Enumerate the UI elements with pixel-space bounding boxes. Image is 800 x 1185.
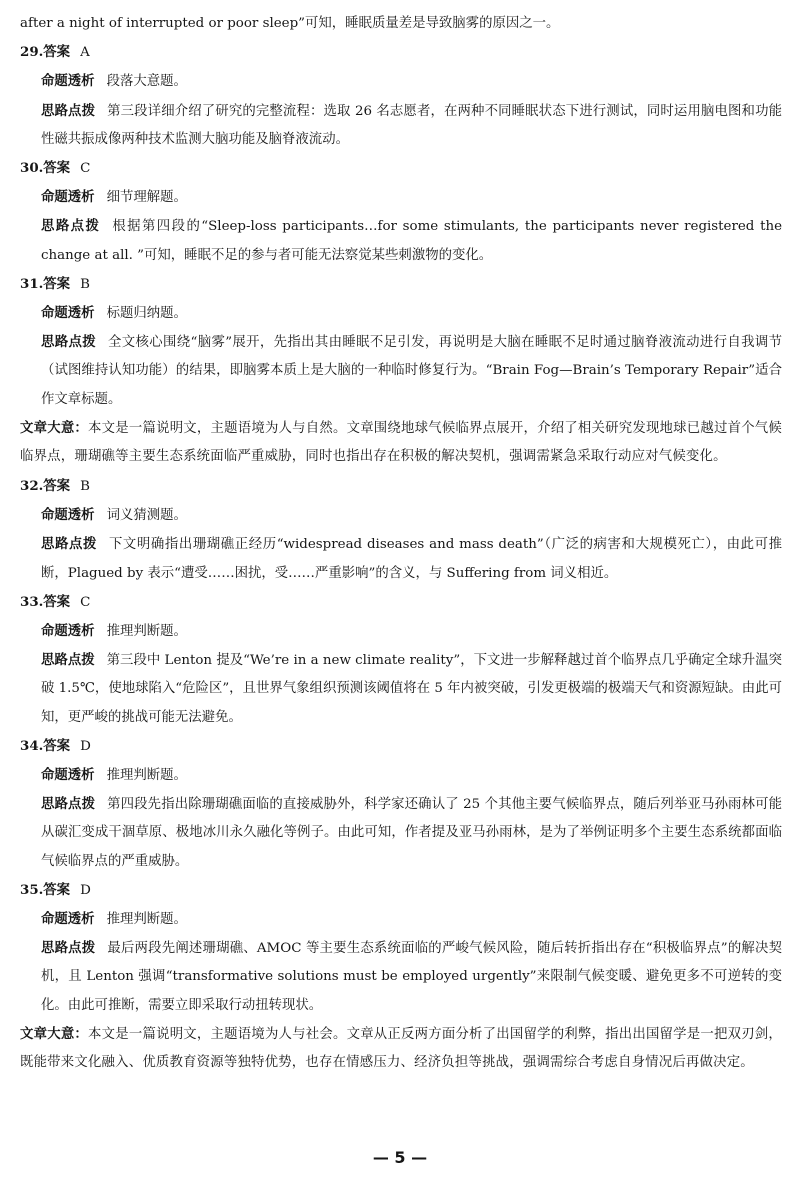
- answer-item-35: [20, 876, 782, 1020]
- item-number: 31.: [20, 275, 44, 292]
- answer-label: 答案: [43, 737, 71, 754]
- question-type: 细节理解题。: [106, 190, 187, 206]
- answer-label: 答案: [43, 881, 71, 898]
- question-type: 词义猜测题。: [106, 508, 187, 524]
- question-type: 推理判断题。: [106, 624, 187, 640]
- item-number: 30.: [20, 160, 44, 177]
- question-type: 标题归纳题。: [106, 306, 187, 322]
- answer-value: D: [80, 882, 91, 898]
- answer-label: 答案: [43, 44, 71, 61]
- hint-text: 最后两段先阐述珊瑚礁、AMOC 等主要生态系统面临的严峻气候风险，随后转折指出存在“积极临界点”的解决契机，且 Lenton 强调“transformative solutions must be employed urgently”来限制气候变暖、避免更多不可逆转的变化。由此可推断，需要立即采取行动扭转现状。: [41, 941, 782, 1013]
- hint-text: 全文核心围绕“脑雾”展开，先指出其由睡眠不足引发，再说明是大脑在睡眠不足时通过脑脊液流动进行自我调节（试图维持认知功能）的结果，即脑雾本质上是大脑的一种临时修复行为。“Brain Fog—Brain’s Temporary Repair”适合作文章标题。: [41, 335, 782, 407]
- answer-item-29: [20, 38, 782, 154]
- hint-label: 思路点拨: [41, 536, 97, 553]
- hint-text: 第三段中 Lenton 提及“We’re in a new climate reality”，下文进一步解释越过首个临界点几乎确定全球升温突破 1.5℃，使地球陷入“危险区”，且世界气象组织预测该阈值将在 5 年内被突破，引发更极端的极端天气和资源短缺。由此可知，更严峻的挑战可能无法避免。: [41, 653, 782, 725]
- answer-value: C: [80, 161, 91, 177]
- summary-label: 文章大意：: [20, 1025, 89, 1042]
- answer-item-31: [20, 270, 782, 414]
- type-label: 命题透析: [41, 507, 95, 524]
- hint-text: 第四段先指出除珊瑚礁面临的直接威胁外，科学家还确认了 25 个其他主要气候临界点，随后列举亚马孙雨林可能从碳汇变成干涸草原、极地冰川永久融化等例子。由此可知，作者提及亚马孙雨林，是为了举例证明多个主要生态系统都面临气候临界点的严重威胁。: [41, 797, 782, 869]
- answer-value: B: [80, 276, 90, 292]
- hint-label: 思路点拨: [41, 940, 96, 957]
- question-type: 推理判断题。: [106, 912, 187, 928]
- type-label: 命题透析: [41, 73, 95, 90]
- summary-text: 本文是一篇说明文，主题语境为人与自然。文章围绕地球气候临界点展开，介绍了相关研究发现地球已越过首个气候临界点，珊瑚礁等主要生态系统面临严重威胁，同时也指出存在积极的解决契机，强调需紧急采取行动应对气候变化。: [20, 420, 783, 465]
- answer-label: 答案: [43, 478, 71, 495]
- type-label: 命题透析: [41, 305, 95, 322]
- lead-line: after a night of interrupted or poor sleep”可知，睡眠质量差是导致脑雾的原因之一。: [20, 16, 560, 31]
- answer-explanation-page: [20, 10, 782, 1078]
- answer-item-32: [20, 472, 782, 588]
- hint-label: 思路点拨: [41, 796, 96, 813]
- answer-value: D: [80, 738, 91, 754]
- type-label: 命题透析: [41, 189, 95, 206]
- answer-label: 答案: [43, 275, 71, 292]
- answer-value: B: [80, 479, 90, 495]
- type-label: 命题透析: [41, 623, 95, 640]
- item-number: 33.: [20, 593, 44, 610]
- page-number: — 5 —: [372, 1148, 428, 1167]
- question-type: 推理判断题。: [106, 768, 187, 784]
- answer-value: A: [80, 45, 90, 61]
- hint-text: 第三段详细介绍了研究的完整流程：选取 26 名志愿者，在两种不同睡眠状态下进行测试，同时运用脑电图和功能性磁共振成像两种技术监测大脑功能及脑脊液流动。: [41, 103, 782, 147]
- item-number: 35.: [20, 881, 44, 898]
- answer-item-30: [20, 154, 782, 270]
- article-summary-1: [20, 414, 782, 472]
- item-number: 34.: [20, 737, 44, 754]
- hint-label: 思路点拨: [41, 218, 101, 235]
- hint-text: 根据第四段的“Sleep-loss participants…for some stimulants, the participants never registered the change at all. ”可知，睡眠不足的参与者可能无法察觉某些刺激物的变化。: [41, 219, 783, 263]
- summary-label: 文章大意：: [20, 419, 89, 436]
- item-number: 32.: [20, 478, 44, 495]
- hint-label: 思路点拨: [41, 652, 95, 669]
- answer-label: 答案: [43, 593, 71, 610]
- type-label: 命题透析: [41, 911, 95, 928]
- hint-label: 思路点拨: [41, 334, 96, 351]
- hint-text: 下文明确指出珊瑚礁正经历“widespread diseases and mass death”（广泛的病害和大规模死亡），由此可推断，Plagued by 表示“遭受……困扰，受……严重影响”的含义，与 Suffering from 词义相近。: [41, 537, 783, 581]
- article-summary-2: [20, 1020, 782, 1078]
- answer-item-33: [20, 588, 782, 732]
- answer-value: C: [80, 594, 91, 610]
- answer-label: 答案: [43, 160, 71, 177]
- hint-label: 思路点拨: [41, 102, 96, 119]
- item-number: 29.: [20, 44, 44, 61]
- answer-item-34: [20, 732, 782, 876]
- type-label: 命题透析: [41, 767, 95, 784]
- question-type: 段落大意题。: [106, 74, 187, 90]
- summary-text: 本文是一篇说明文，主题语境为人与社会。文章从正反两方面分析了出国留学的利弊，指出出国留学是一把双刃剑，既能带来文化融入、优质教育资源等独特优势，也存在情感压力、经济负担等挑战，强调需综合考虑自身情况后再做决定。: [20, 1026, 783, 1071]
